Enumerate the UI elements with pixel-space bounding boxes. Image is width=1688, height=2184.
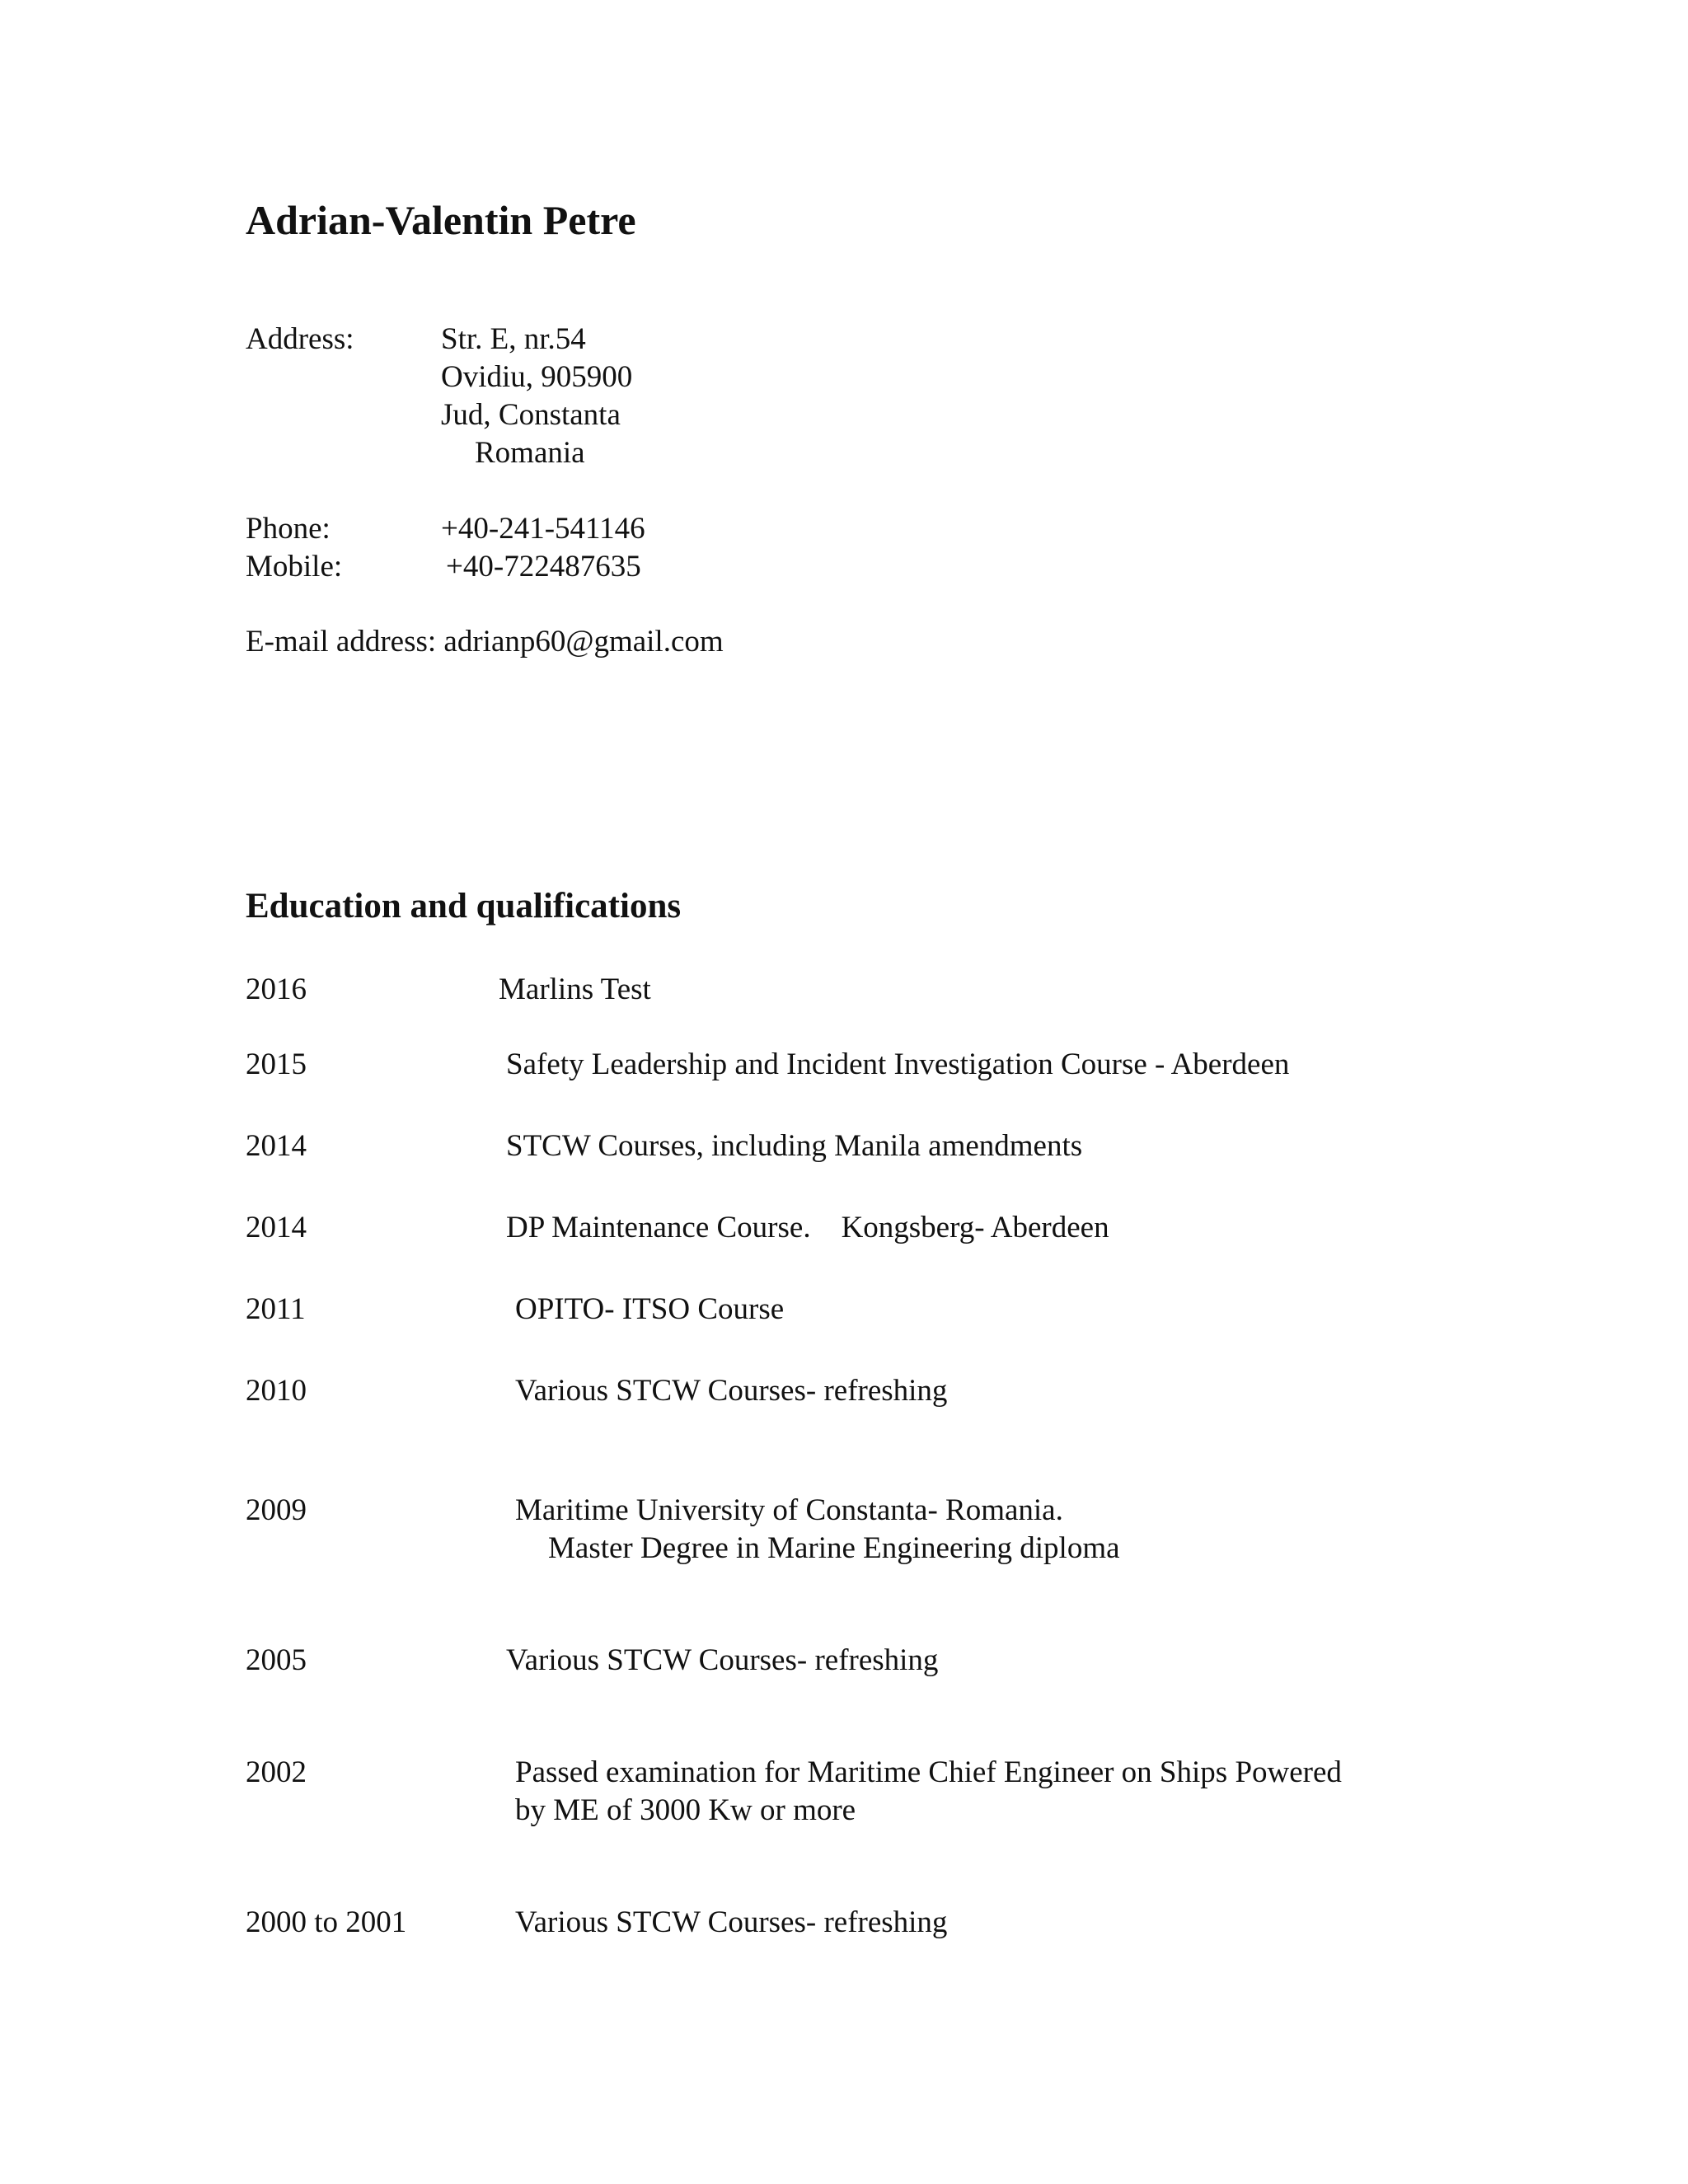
education-heading: Education and qualifications <box>246 887 682 926</box>
entry-year: 2000 to 2001 <box>246 1905 407 1939</box>
entry-year: 2014 <box>246 1211 307 1244</box>
entry-description: Maritime University of Constanta- Romania. <box>515 1493 1063 1527</box>
entry-description-continued: Master Degree in Marine Engineering diploma <box>548 1531 1120 1565</box>
phone-value: +40-241-541146 <box>441 512 645 546</box>
entry-description-continued: by ME of 3000 Kw or more <box>515 1793 856 1827</box>
entry-year: 2011 <box>246 1292 306 1326</box>
person-name: Adrian-Valentin Petre <box>246 197 636 243</box>
entry-description: DP Maintenance Course. Kongsberg- Aberdeen <box>506 1211 1109 1244</box>
entry-year: 2014 <box>246 1129 307 1163</box>
entry-description: Various STCW Courses- refreshing <box>506 1643 939 1677</box>
address-label: Address: <box>246 322 354 356</box>
entry-description: Passed examination for Maritime Chief Engineer on Ships Powered <box>515 1755 1342 1789</box>
entry-year: 2002 <box>246 1755 307 1789</box>
entry-description: Various STCW Courses- refreshing <box>515 1374 948 1408</box>
entry-year: 2010 <box>246 1374 307 1408</box>
entry-description: STCW Courses, including Manila amendments <box>506 1129 1083 1163</box>
phone-label: Phone: <box>246 512 331 546</box>
entry-year: 2016 <box>246 972 307 1006</box>
entry-year: 2009 <box>246 1493 307 1527</box>
email-line: E-mail address: adrianp60@gmail.com <box>246 625 724 658</box>
address-line-street: Str. E, nr.54 <box>441 322 586 356</box>
address-line-city: Ovidiu, 905900 <box>441 360 633 394</box>
entry-year: 2005 <box>246 1643 307 1677</box>
address-line-country: Romania <box>475 436 585 470</box>
entry-description: Various STCW Courses- refreshing <box>515 1905 948 1939</box>
entry-description: Marlins Test <box>499 972 651 1006</box>
entry-year: 2015 <box>246 1047 307 1081</box>
entry-description: Safety Leadership and Incident Investigation Course - Aberdeen <box>506 1047 1290 1081</box>
entry-description: OPITO- ITSO Course <box>515 1292 785 1326</box>
mobile-value: +40-722487635 <box>446 550 641 583</box>
address-line-county: Jud, Constanta <box>441 398 621 432</box>
mobile-label: Mobile: <box>246 550 343 583</box>
